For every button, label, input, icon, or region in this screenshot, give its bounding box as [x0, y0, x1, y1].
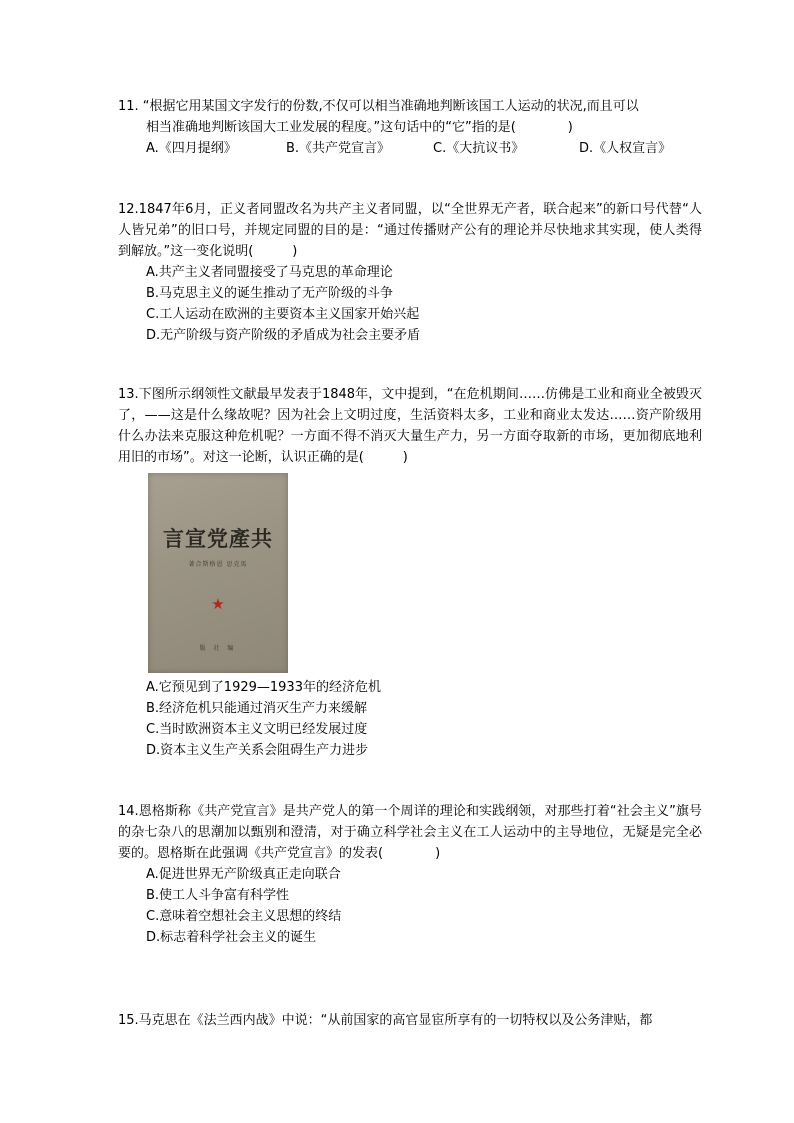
option-c: C.《大抗议书》 — [433, 141, 525, 156]
option-a: A.《四月提纲》 — [146, 141, 237, 156]
question-12 — [118, 199, 702, 346]
question-13-options — [118, 677, 702, 761]
option-b: B.马克思主义的诞生推动了无产阶级的斗争 — [146, 286, 394, 301]
question-15 — [118, 1010, 702, 1031]
option-d: D.《人权宣言》 — [579, 141, 672, 156]
question-13-stem: 13.下图所示纲领性文献最早发表于1848年，文中提到，“在危机期间……仿佛是工业和商业全被毁灭了，——这是什么缘故呢？因为社会上文明过度，生活资料太多，工业和商业太发达……资产阶级用什么办法来克服这种危机呢？一方面不得不消灭大量生产力，另一方面夺取新的市场，更加彻底地利用旧的市场”。对这一论断，认识正确的是( ) — [118, 387, 702, 465]
option-d: D.资本主义生产关系会阻碍生产力进步 — [146, 743, 369, 758]
option-b: B.经济危机只能通过消灭生产力来缓解 — [146, 701, 368, 716]
question-14 — [118, 801, 702, 948]
communist-manifesto-cover-image — [148, 473, 288, 673]
option-d: D.标志着科学社会主义的诞生 — [146, 930, 317, 945]
option-c: C.当时欧洲资本主义文明已经发展过度 — [146, 722, 368, 737]
cover-title: 共產党宣言 — [163, 526, 273, 551]
question-11-stem: 11. “根据它用某国文字发行的份数,不仅可以相当准确地判断该国工人运动的状况,而且可以 — [118, 99, 639, 114]
option-b: B.《共产党宣言》 — [286, 141, 391, 156]
option-d: D.无产阶级与资产阶级的矛盾成为社会主要矛盾 — [146, 328, 421, 343]
question-11-options — [118, 138, 702, 159]
cover-subtitle: 著合斯格恩 思克馬 — [188, 561, 248, 568]
question-15-stem: 15.马克思在《法兰西内战》中说：“从前国家的高官显宦所享有的一切特权以及公务津贴，都 — [118, 1013, 653, 1028]
question-12-stem: 12.1847年6月，正义者同盟改名为共产主义者同盟，以“全世界无产者，联合起来”的新口号代替“人人皆兄弟”的旧口号，并规定同盟的目的是：“通过传播财产公有的理论并尽快地求其实现，使人类得到解放。”这一变化说明( ) — [118, 202, 702, 259]
red-star-icon: ★ — [211, 595, 225, 613]
cover-publisher: 版 社 编 — [199, 645, 237, 652]
question-13 — [118, 384, 702, 468]
option-a: A.它预见到了1929—1933年的经济危机 — [146, 680, 381, 695]
question-11-stem-cont: 相当准确地判断该国大工业发展的程度。”这句话中的“它”指的是( ) — [146, 120, 573, 135]
question-11 — [118, 96, 702, 159]
question-14-stem: 14.恩格斯称《共产党宣言》是共产党人的第一个周详的理论和实践纲领，对那些打着“社会主义”旗号的杂七杂八的思潮加以甄别和澄清，对于确立科学社会主义在工人运动中的主导地位，无疑是完全必要的。恩格斯在此强调《共产党宣言》的发表( ) — [118, 804, 702, 861]
option-c: C.工人运动在欧洲的主要资本主义国家开始兴起 — [146, 307, 420, 322]
option-a: A.共产主义者同盟接受了马克思的革命理论 — [146, 265, 393, 280]
option-b: B.使工人斗争富有科学性 — [146, 888, 290, 903]
option-c: C.意味着空想社会主义思想的终结 — [146, 909, 342, 924]
option-a: A.促进世界无产阶级真正走向联合 — [146, 867, 341, 882]
